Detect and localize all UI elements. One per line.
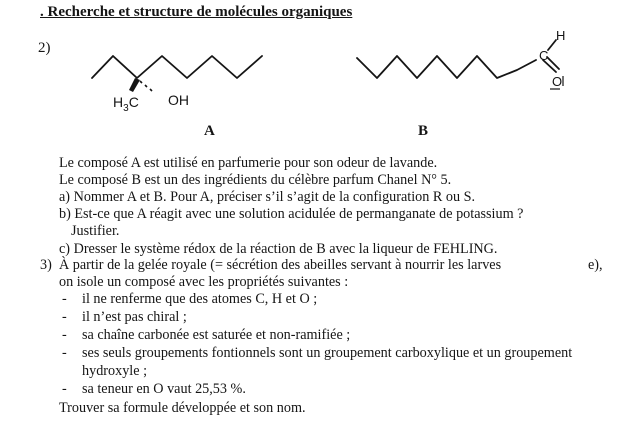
q3-bullet-4: ses seuls groupements fontionnels sont un groupement carboxylique et un groupement: [82, 345, 573, 361]
bullet-dash: -: [62, 327, 67, 343]
molecule-a-structure: [90, 44, 280, 114]
q2-line-b: b) Est-ce que A réagit avec une solution acidulée de permanganate de potassium ?: [59, 206, 524, 222]
q2-line-c: c) Dresser le système rédox de la réaction de B avec la liqueur de FEHLING.: [59, 241, 498, 257]
bullet-dash: -: [62, 291, 67, 307]
molecule-b-structure: [355, 26, 565, 96]
aldehyde-carbon-label: C: [539, 48, 549, 63]
q3-bullet-2: il n’est pas chiral ;: [82, 309, 187, 325]
page-title: . Recherche et structure de molécules organiques: [40, 4, 353, 20]
q3-intro-line-1: À partir de la gelée royale (= sécrétion des abeilles servant à nourrir les larves: [59, 257, 502, 273]
molecule-b-label: B: [418, 123, 429, 139]
q3-bullet-1: il ne renferme que des atomes C, H et O ;: [82, 291, 318, 307]
q3-intro-line-1-end: e),: [588, 257, 603, 273]
molecule-a-label: A: [204, 123, 215, 139]
q2-line-a: a) Nommer A et B. Pour A, préciser s’il s’agit de la configuration R ou S.: [59, 189, 476, 205]
ch3-label: $H_3C$: [113, 94, 139, 114]
aldehyde-oxygen-label: O: [552, 74, 563, 89]
q3-bullet-4-continued: hydroxyle ;: [82, 363, 148, 379]
q2-line-b-justify: Justifier.: [71, 223, 120, 239]
aldehyde-hydrogen-label: H: [556, 28, 565, 43]
bullet-dash: -: [62, 381, 67, 397]
q3-intro-line-2: on isole un composé avec les propriétés suivantes :: [59, 274, 349, 290]
q2-line-2: Le composé B est un des ingrédients du célèbre parfum Chanel N° 5.: [59, 172, 452, 188]
q3-bullet-3: sa chaîne carbonée est saturée et non-ramifiée ;: [82, 327, 351, 343]
q3-final-instruction: Trouver sa formule développée et son nom.: [59, 400, 306, 416]
bullet-dash: -: [62, 309, 67, 325]
oh-label: OH: [168, 92, 189, 108]
q3-bullet-5: sa teneur en O vaut 25,53 %.: [82, 381, 246, 397]
bullet-dash: -: [62, 345, 67, 361]
question-2-number: 2): [38, 40, 51, 56]
q2-line-1: Le composé A est utilisé en parfumerie pour son odeur de lavande.: [59, 155, 438, 171]
question-3-number: 3): [40, 257, 52, 273]
